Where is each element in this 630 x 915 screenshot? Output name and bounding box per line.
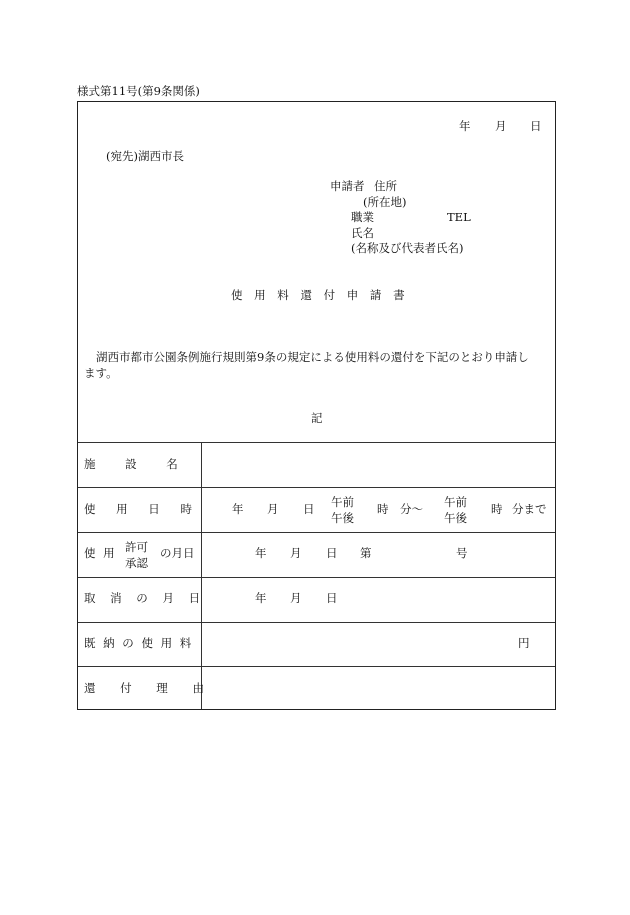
yen-unit-label: 円 — [518, 636, 530, 650]
cancel-year-label: 年 — [255, 591, 267, 605]
date-month-label: 月 — [495, 119, 507, 133]
row-divider — [78, 666, 555, 667]
permission-year-label: 年 — [255, 546, 267, 560]
usage-month-label: 月 — [267, 502, 279, 516]
column-divider — [201, 442, 202, 709]
application-form — [77, 101, 556, 710]
tel-label: TEL — [447, 210, 471, 224]
pm-label: 午後 — [331, 511, 354, 525]
permission-day-label: 日 — [326, 546, 338, 560]
date-year-label: 年 — [459, 119, 471, 133]
form-number: 様式第11号(第9条関係) — [77, 84, 200, 98]
addressee: (宛先)湖西市長 — [106, 149, 184, 163]
permit-label: 許可 — [125, 540, 148, 554]
cancel-date-label: 取 消 の 月 日 — [84, 591, 201, 605]
am-label: 午前 — [444, 495, 467, 509]
pm-label: 午後 — [444, 511, 467, 525]
row-divider — [78, 487, 555, 488]
ki-mark: 記 — [311, 411, 323, 425]
usage-day-label: 日 — [303, 502, 315, 516]
usage-hour-to-label: 時 — [491, 502, 503, 516]
usage-ampm-from — [331, 494, 354, 526]
body-text-line1: 湖西市都市公園条例施行規則第9条の規定による使用料の還付を下記のとおり申請し — [96, 350, 529, 364]
usage-hour-from-label: 時 — [377, 502, 389, 516]
row-divider — [78, 532, 555, 533]
date-day-label: 日 — [530, 119, 542, 133]
permission-number-prefix: 第 — [360, 546, 372, 560]
usage-year-label: 年 — [232, 502, 244, 516]
usage-minute-from-label: 分〜 — [400, 502, 423, 516]
usage-minute-to-label: 分まで — [512, 502, 547, 516]
facility-name-label: 施 設 名 — [84, 457, 178, 471]
row-divider — [78, 622, 555, 623]
usage-ampm-to — [444, 494, 467, 526]
applicant-label: 申請者 — [330, 179, 365, 193]
paid-fee-label: 既 納 の 使 用 料 — [84, 636, 192, 650]
body-text-line2: ます。 — [84, 366, 118, 380]
permission-number-suffix: 号 — [456, 546, 468, 560]
permission-label-prefix: 使 用 — [84, 546, 115, 560]
approve-label: 承認 — [125, 556, 148, 570]
table-top-line — [78, 442, 555, 443]
am-label: 午前 — [331, 495, 354, 509]
permission-label-suffix: の月日 — [160, 546, 195, 560]
name-label: 氏名 — [351, 226, 374, 240]
cancel-day-label: 日 — [326, 591, 338, 605]
refund-reason-label: 還 付 理 由 — [84, 681, 204, 695]
cancel-month-label: 月 — [290, 591, 302, 605]
occupation-label: 職業 — [351, 210, 374, 224]
row-divider — [78, 577, 555, 578]
permit-approve-stack — [125, 539, 148, 571]
usage-datetime-label: 使 用 日 時 — [84, 502, 192, 516]
permission-month-label: 月 — [290, 546, 302, 560]
document-title: 使 用 料 還 付 申 請 書 — [231, 288, 405, 302]
name-note: (名称及び代表者氏名) — [351, 241, 464, 255]
address-label: 住所 — [374, 179, 397, 193]
location-note: (所在地) — [363, 195, 407, 209]
